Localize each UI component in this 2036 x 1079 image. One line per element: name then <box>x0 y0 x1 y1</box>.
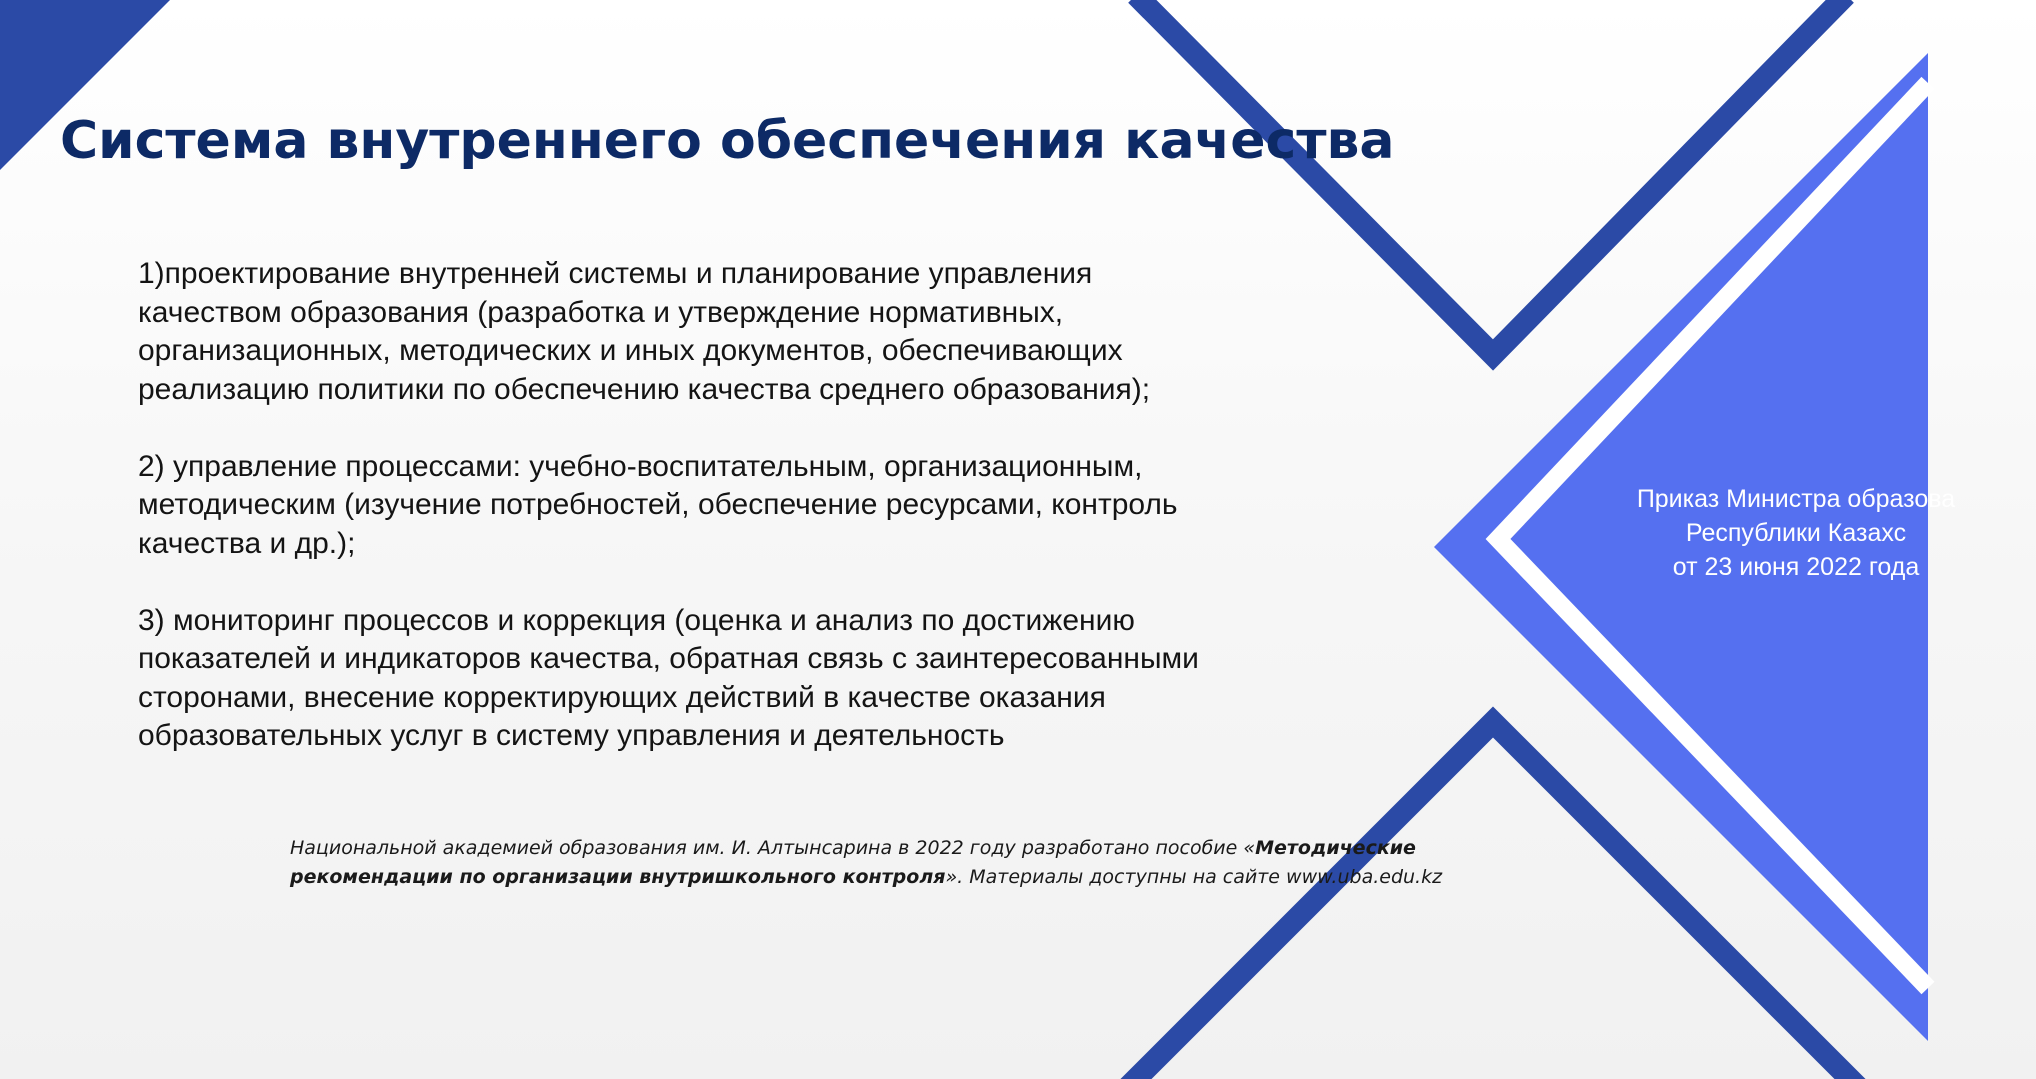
order-reference-line: Республики Казахс <box>1685 519 1907 547</box>
list-item: 1)проектирование внутренней системы и планирование управления качеством образования (разработка и утверждение нормативных, организационных, методических и иных документов, обеспечивающих реализацию политики по обеспечению качества среднего образования); <box>138 257 1151 406</box>
footnote <box>290 834 1490 892</box>
quality-system-list <box>138 255 1298 756</box>
list-item: 3) мониторинг процессов и коррекция (оценка и анализ по достижению показателей и индикаторов качества, обратная связь с заинтересованными сторонами, внесение корректирующих действий в качестве оказания образовательных услуг в систему управления и деятельность <box>138 603 1199 752</box>
footnote-text-end: ». Материалы доступны на сайте www.uba.edu.kz <box>945 866 1443 888</box>
page-title: Система внутреннего обеспечения качества <box>60 111 1395 171</box>
footnote-text: Национальной академией образования им. И. Алтынсарина в 2022 году разработано пособие « <box>290 837 1256 859</box>
list-item: 2) управление процессами: учебно-воспитательным, организационным, методическим (изучение потребностей, обеспечение ресурсами, контроль качества и др.); <box>138 449 1178 560</box>
order-reference <box>1556 482 2036 584</box>
footnote-book-title: Методические рекомендации по организации внутришкольного контроля <box>290 837 1416 888</box>
order-reference-line: от 23 июня 2022 года <box>1672 553 1920 581</box>
order-reference-line: Приказ Министра образова <box>1636 485 1956 513</box>
